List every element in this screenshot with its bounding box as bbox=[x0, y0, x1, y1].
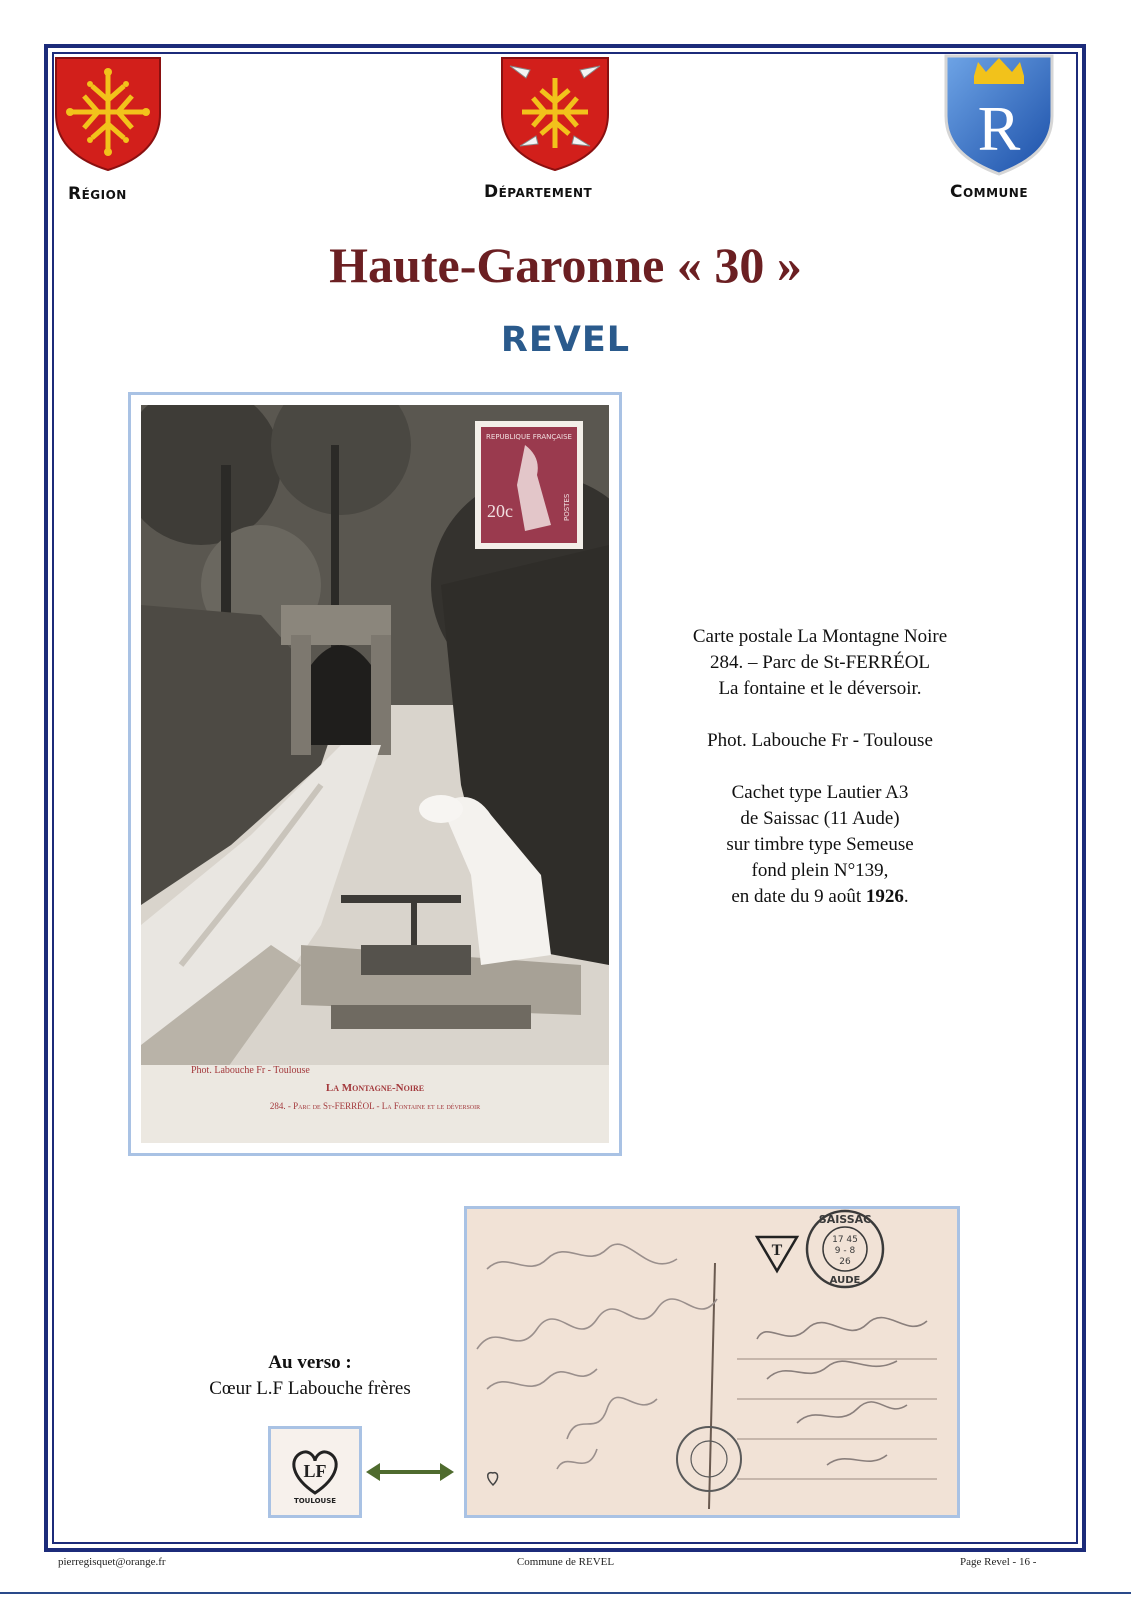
footer-email[interactable]: pierregisquet@orange.fr bbox=[58, 1556, 166, 1568]
postmark-time: 17 45 bbox=[832, 1235, 858, 1245]
postcard-caption-photographer: Phot. Labouche Fr - Toulouse bbox=[191, 1065, 310, 1076]
semeuse-stamp-icon bbox=[475, 421, 583, 549]
commune-crest-letter: R bbox=[977, 93, 1021, 164]
region-crest-icon bbox=[54, 56, 162, 172]
description-year: 1926 bbox=[865, 886, 904, 907]
description-line: La fontaine et le déversoir. bbox=[718, 678, 922, 699]
postmark-year: 26 bbox=[839, 1257, 851, 1267]
heart-letters: LF bbox=[303, 1461, 327, 1481]
postcard-front bbox=[128, 392, 622, 1156]
page-subtitle: REVEL bbox=[500, 320, 631, 360]
footer-rule bbox=[0, 1592, 1131, 1594]
description-line: fond plein N°139, bbox=[751, 860, 889, 881]
commune-crest-icon bbox=[944, 54, 1054, 176]
footer-page-number: Page Revel - 16 - bbox=[960, 1556, 1037, 1568]
double-arrow-icon bbox=[366, 1461, 454, 1483]
description-line: 284. – Parc de St-FERRÉOL bbox=[709, 652, 931, 673]
page-title: Haute-Garonne « 30 » bbox=[329, 237, 802, 293]
departement-crest-icon bbox=[500, 56, 610, 172]
verso-text: Cœur L.F Labouche frères bbox=[209, 1378, 411, 1399]
postmark-town: SAISSAC bbox=[818, 1213, 872, 1226]
description-line: Cachet type Lautier A3 bbox=[731, 782, 909, 803]
postmark-dept: AUDE bbox=[829, 1275, 861, 1286]
description-line: Carte postale La Montagne Noire bbox=[692, 626, 948, 647]
heart-logo-icon bbox=[271, 1429, 359, 1515]
postcard-front-photo bbox=[141, 405, 609, 1143]
verso-caption bbox=[160, 1350, 460, 1402]
description-date: en date du 9 août 1926. bbox=[731, 886, 909, 907]
stamp-text-top: REPUBLIQUE FRANÇAISE bbox=[486, 433, 572, 441]
postcard-caption-title: 284. - Parc de St-FERRÉOL - La Fontaine et le déversoir bbox=[269, 1101, 481, 1111]
stamp-value: 20c bbox=[487, 501, 513, 521]
footer-commune: Commune de REVEL bbox=[516, 1556, 615, 1568]
verso-heading: Au verso : bbox=[268, 1352, 352, 1373]
description-photographer: Phot. Labouche Fr - Toulouse bbox=[707, 730, 933, 751]
postcard-back bbox=[464, 1206, 960, 1518]
commune-label: Commune bbox=[950, 182, 1029, 202]
postcard-description bbox=[620, 624, 1020, 910]
region-label: Région bbox=[68, 184, 127, 204]
labouche-heart-mark bbox=[268, 1426, 362, 1518]
postmark-date: 9 - 8 bbox=[834, 1246, 856, 1256]
stamp-text-side: POSTES bbox=[563, 493, 571, 521]
tax-mark-letter: T bbox=[771, 1242, 783, 1259]
postcard-back-image bbox=[467, 1209, 957, 1515]
departement-label: Département bbox=[484, 182, 593, 202]
description-line: sur timbre type Semeuse bbox=[726, 834, 914, 855]
heart-city: TOULOUSE bbox=[293, 1497, 337, 1505]
postcard-caption-series: La Montagne-Noire bbox=[325, 1082, 425, 1094]
description-line: de Saissac (11 Aude) bbox=[740, 808, 900, 829]
